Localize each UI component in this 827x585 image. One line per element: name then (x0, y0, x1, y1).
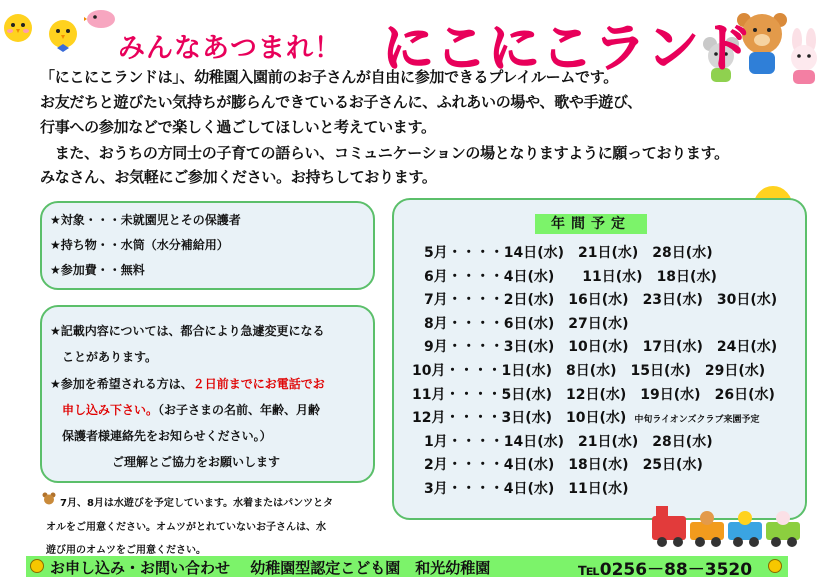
chick-icon (0, 10, 36, 46)
schedule-row (424, 266, 717, 286)
schedule-row (412, 384, 775, 404)
notice-line: ことがあります。 (62, 350, 158, 364)
summer-note-line: 遊び用のオムツをご用意ください。 (46, 545, 206, 556)
title-prefix: みんなあつまれ！ (118, 33, 342, 64)
schedule-dates: ・・・・1日(水) 8日(水) 15日(水) 29日(水) (445, 363, 766, 379)
schedule-month: 11月 (412, 386, 446, 403)
summer-note-line: 7月、8月は水遊びを予定しています。水着またはパンツとタ (60, 498, 334, 509)
chick-icon (45, 14, 81, 54)
train-icon (648, 502, 818, 552)
schedule-month: 8月 (424, 315, 448, 332)
schedule-row (412, 360, 765, 380)
schedule-month: 2月 (424, 457, 448, 474)
schedule-row (424, 289, 777, 309)
intro-line: 行事への参加などで楽しく過ごしてほしいと考えています。 (40, 118, 436, 136)
schedule-month: 7月 (424, 292, 448, 309)
intro-line: 「にこにこランドは」、幼稚園入園前のお子さんが自由に参加できるプレイルームです。 (40, 68, 618, 86)
schedule-month: 6月 (424, 268, 448, 285)
schedule-row (424, 478, 629, 498)
page-title: にこにこランド (382, 19, 754, 79)
schedule-row (424, 313, 629, 333)
intro-line: また、おうちの方同士の子育ての語らい、コミュニケーションの場となりますように願っております。 (40, 144, 729, 162)
schedule-month: 3月 (424, 481, 448, 497)
footer-contact: お申し込み・お問い合わせ 幼稚園型認定こども園 和光幼稚園 (50, 559, 491, 577)
schedule-dates: ・・・・14日(水) 21日(水) 28日(水) (447, 245, 713, 261)
intro-line: お友だちと遊びたい気持ちが膨らんできているお子さんに、ふれあいの場や、歌や手遊び、 (40, 93, 642, 111)
notice-closing: ご理解とご協力をお願いします (112, 455, 281, 469)
smile-icon (30, 559, 44, 573)
schedule-dates: ・・・・4日(水) 11日(水) 18日(水) (447, 268, 717, 285)
schedule-row (424, 454, 703, 474)
bird-icon (84, 6, 118, 30)
notice-line: 保護者様連絡先をお知らせください。） (62, 429, 272, 443)
info-fee: ★参加費・・無料 (50, 263, 145, 277)
schedule-dates: ・・・・5日(水) 12日(水) 19日(水) 26日(水) (445, 386, 775, 403)
schedule-row (424, 431, 713, 451)
notice-deadline: ２日前までにお電話でお (192, 377, 325, 391)
schedule-month: 1月 (424, 433, 448, 450)
summer-note-line: オルをご用意ください。オムツがとれていないお子さんは、水 (46, 522, 326, 533)
schedule-title: 年間予定 (535, 214, 647, 234)
schedule-note: 中旬ライオンズクラブ来園予定 (634, 415, 760, 426)
schedule-dates: ・・・・3日(水) 10日(水) 17日(水) 24日(水) (447, 339, 778, 356)
schedule-month: 12月 (412, 410, 446, 427)
schedule-dates: ・・・・14日(水) 21日(水) 28日(水) (447, 433, 713, 450)
schedule-dates: ・・・・4日(水) 11日(水) (447, 481, 629, 497)
schedule-dates: ・・・・4日(水) 18日(水) 25日(水) (447, 457, 703, 474)
notice-deadline: 申し込み下さい。 (62, 403, 159, 417)
schedule-row (424, 336, 777, 356)
schedule-month: 9月 (424, 339, 448, 356)
intro-line: みなさん、お気軽にご参加ください。お持ちしております。 (40, 168, 437, 186)
schedule-dates: ・・・・2日(水) 16日(水) 23日(水) 30日(水) (447, 292, 778, 309)
info-belongings: ★持ち物・・水筒（水分補給用） (50, 238, 229, 252)
footer-phone: ℡0256－88－3520 (578, 560, 753, 580)
schedule-month: 10月 (412, 363, 446, 379)
info-target: ★対象・・・未就園児とその保護者 (50, 213, 241, 227)
schedule-month: 5月 (424, 245, 448, 261)
schedule-dates: ・・・・6日(水) 27日(水) (447, 315, 629, 332)
smile-icon (768, 559, 782, 573)
notice-line: 申し込み下さい。（お子さまの名前、年齢、月齢 (62, 403, 321, 417)
schedule-dates: ・・・・3日(水) 10日(水) (445, 410, 627, 427)
bear-icon (42, 492, 56, 505)
schedule-row (412, 407, 760, 427)
schedule-row (424, 242, 713, 262)
notice-line: ★記載内容については、都合により急遽変更になる (50, 324, 325, 338)
notice-line: ★参加を希望される方は、２日前までにお電話でお (50, 377, 325, 391)
rabbit-icon (784, 28, 824, 86)
